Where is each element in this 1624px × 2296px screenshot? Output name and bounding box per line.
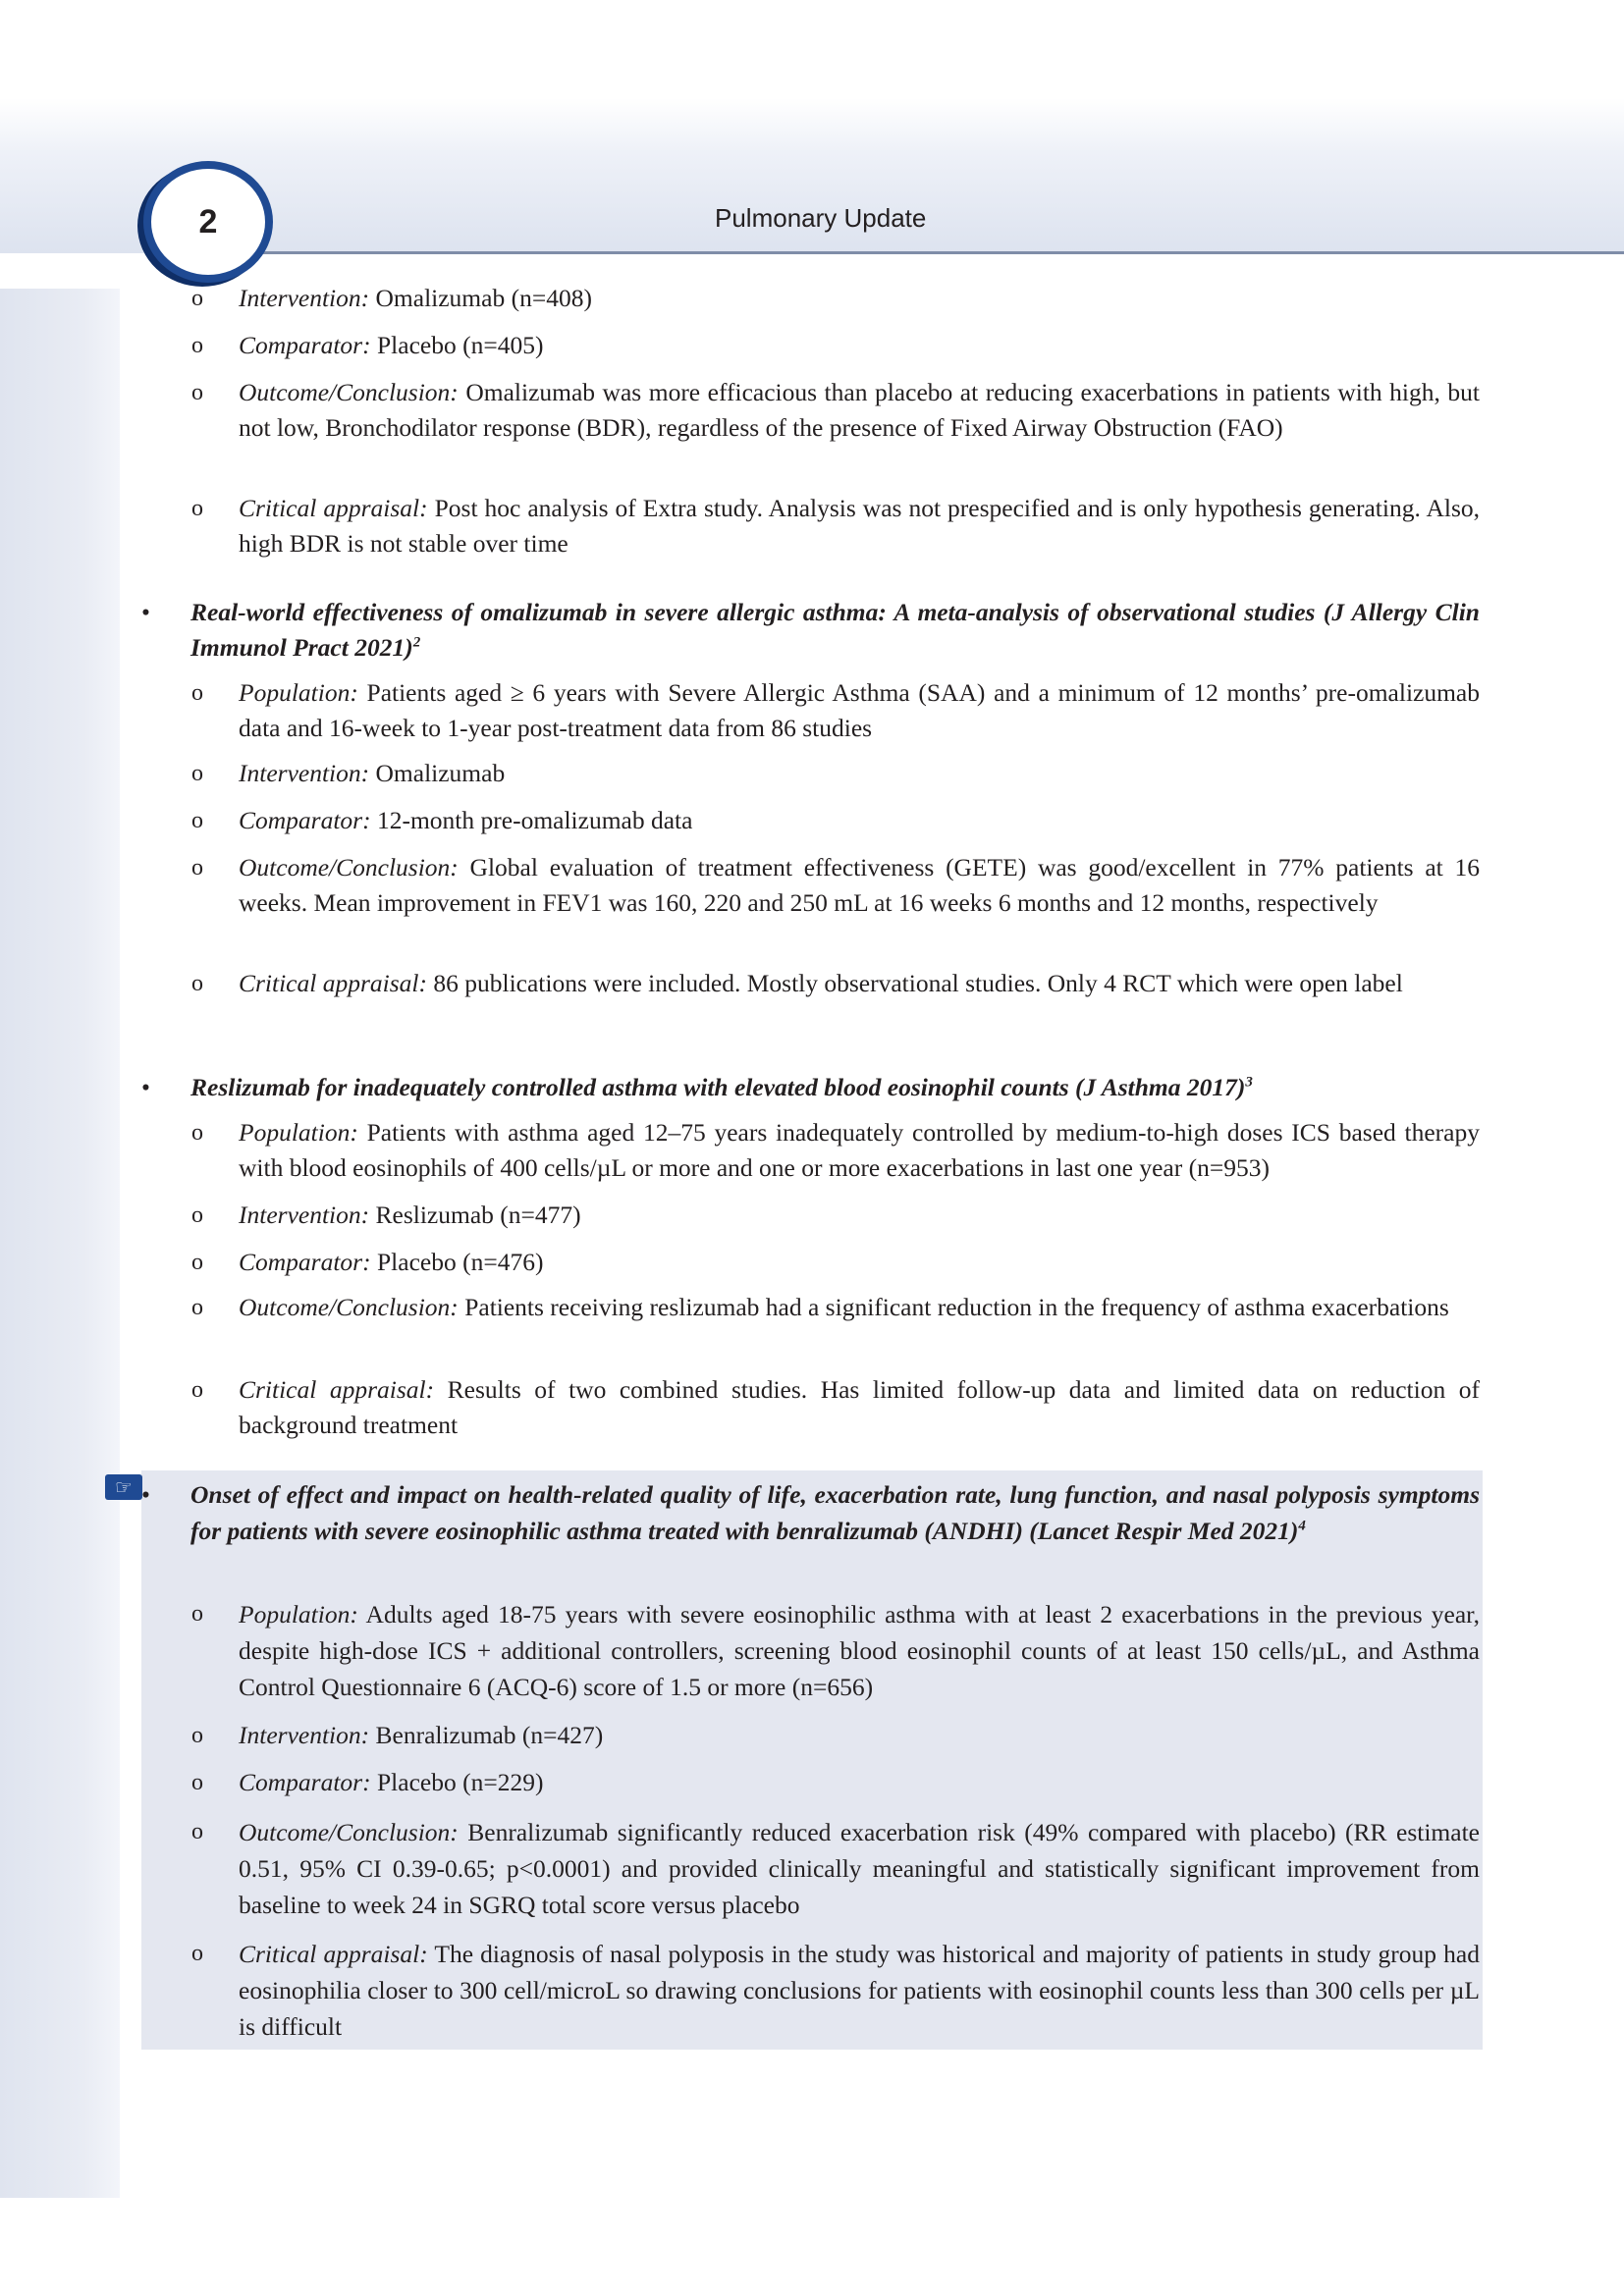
list-item: o Comparator: Placebo (n=476) [239, 1245, 1480, 1280]
list-item: o Intervention: Omalizumab (n=408) [239, 281, 1480, 316]
list-item: o Outcome/Conclusion: Global evaluation of treatment effectiveness (GETE) was good/excellent in 77% patients at 16 weeks. Mean improvement in FEV1 was 160, 220 and 250 mL at 16 weeks 6 months and 12 months, respectively [239, 850, 1480, 921]
study-title: • Real-world effectiveness of omalizumab in severe allergic asthma: A meta-analysis of observational studies (J Allergy Clin Immunol Pract 2021)$^2$ [190, 595, 1480, 666]
header-rule [250, 251, 1624, 254]
list-item: o Intervention: Reslizumab (n=477) [239, 1198, 1480, 1233]
list-item: o Population: Adults aged 18-75 years with severe eosinophilic asthma with at least 2 exacerbations in the previous year, despite high-dose ICS + additional controllers, screening blood eosinophil counts of at least 150 cells/µL, and Asthma Control Questionnaire 6 (ACQ-6) score of 1.5 or more (n=656) [239, 1596, 1480, 1705]
list-item: o Intervention: Omalizumab [239, 756, 1480, 791]
list-item: o Population: Patients aged ≥ 6 years with Severe Allergic Asthma (SAA) and a minimum of 12 months’ pre-omalizumab data and 16-week to 1-year post-treatment data from 86 studies [239, 675, 1480, 746]
study-title: • Reslizumab for inadequately controlled asthma with elevated blood eosinophil counts (J Asthma 2017)$^3$ [190, 1070, 1480, 1105]
list-item: o Critical appraisal: 86 publications were included. Mostly observational studies. Only 4 RCT which were open label [239, 966, 1480, 1001]
list-item: o Comparator: Placebo (n=405) [239, 328, 1480, 363]
list-item: o Outcome/Conclusion: Patients receiving reslizumab had a significant reduction in the frequency of asthma exacerbations [239, 1290, 1480, 1325]
list-item: o Intervention: Benralizumab (n=427) [239, 1718, 1480, 1753]
list-item: o Critical appraisal: The diagnosis of nasal polyposis in the study was historical and majority of patients in study group had eosinophilia closer to 300 cell/microL so drawing conclusions for patients with eosinophil counts less than 300 cells per µL is difficult [239, 1936, 1480, 2045]
side-margin-band [0, 289, 120, 2198]
running-title: Pulmonary Update [715, 203, 927, 233]
study-title: • Onset of effect and impact on health-related quality of life, exacerbation rate, lung function, and nasal polyposis symptoms for patients with severe eosinophilic asthma treated with benralizumab (ANDHI) (Lancet Respir Med 2021)$^4$ [190, 1476, 1480, 1549]
list-item: o Critical appraisal: Results of two combined studies. Has limited follow-up data and limited data on reduction of background treatment [239, 1372, 1480, 1443]
page-number: 2 [198, 202, 218, 240]
list-item: o Outcome/Conclusion: Benralizumab significantly reduced exacerbation risk (49% compared with placebo) (RR estimate 0.51, 95% CI 0.39-0.65; p<0.0001) and provided clinically meaningful and statistically significant improvement from baseline to week 24 in SGRQ total score versus placebo [239, 1814, 1480, 1923]
list-item: o Outcome/Conclusion: Omalizumab was more efficacious than placebo at reducing exacerbations in patients with high, but not low, Bronchodilator response (BDR), regardless of the presence of Fixed Airway Obstruction (FAO) [239, 375, 1480, 446]
list-item: o Comparator: Placebo (n=229) [239, 1765, 1480, 1800]
pointing-hand-icon: ☞ [105, 1474, 142, 1500]
list-item: o Population: Patients with asthma aged 12–75 years inadequately controlled by medium-to-high doses ICS based therapy with blood eosinophils of 400 cells/µL or more and one or more exacerbations in last one year (n=953) [239, 1115, 1480, 1186]
page-number-badge [143, 161, 273, 283]
list-item: o Critical appraisal: Post hoc analysis of Extra study. Analysis was not prespecified and is only hypothesis generating. Also, high BDR is not stable over time [239, 491, 1480, 561]
list-item: o Comparator: 12-month pre-omalizumab data [239, 803, 1480, 838]
